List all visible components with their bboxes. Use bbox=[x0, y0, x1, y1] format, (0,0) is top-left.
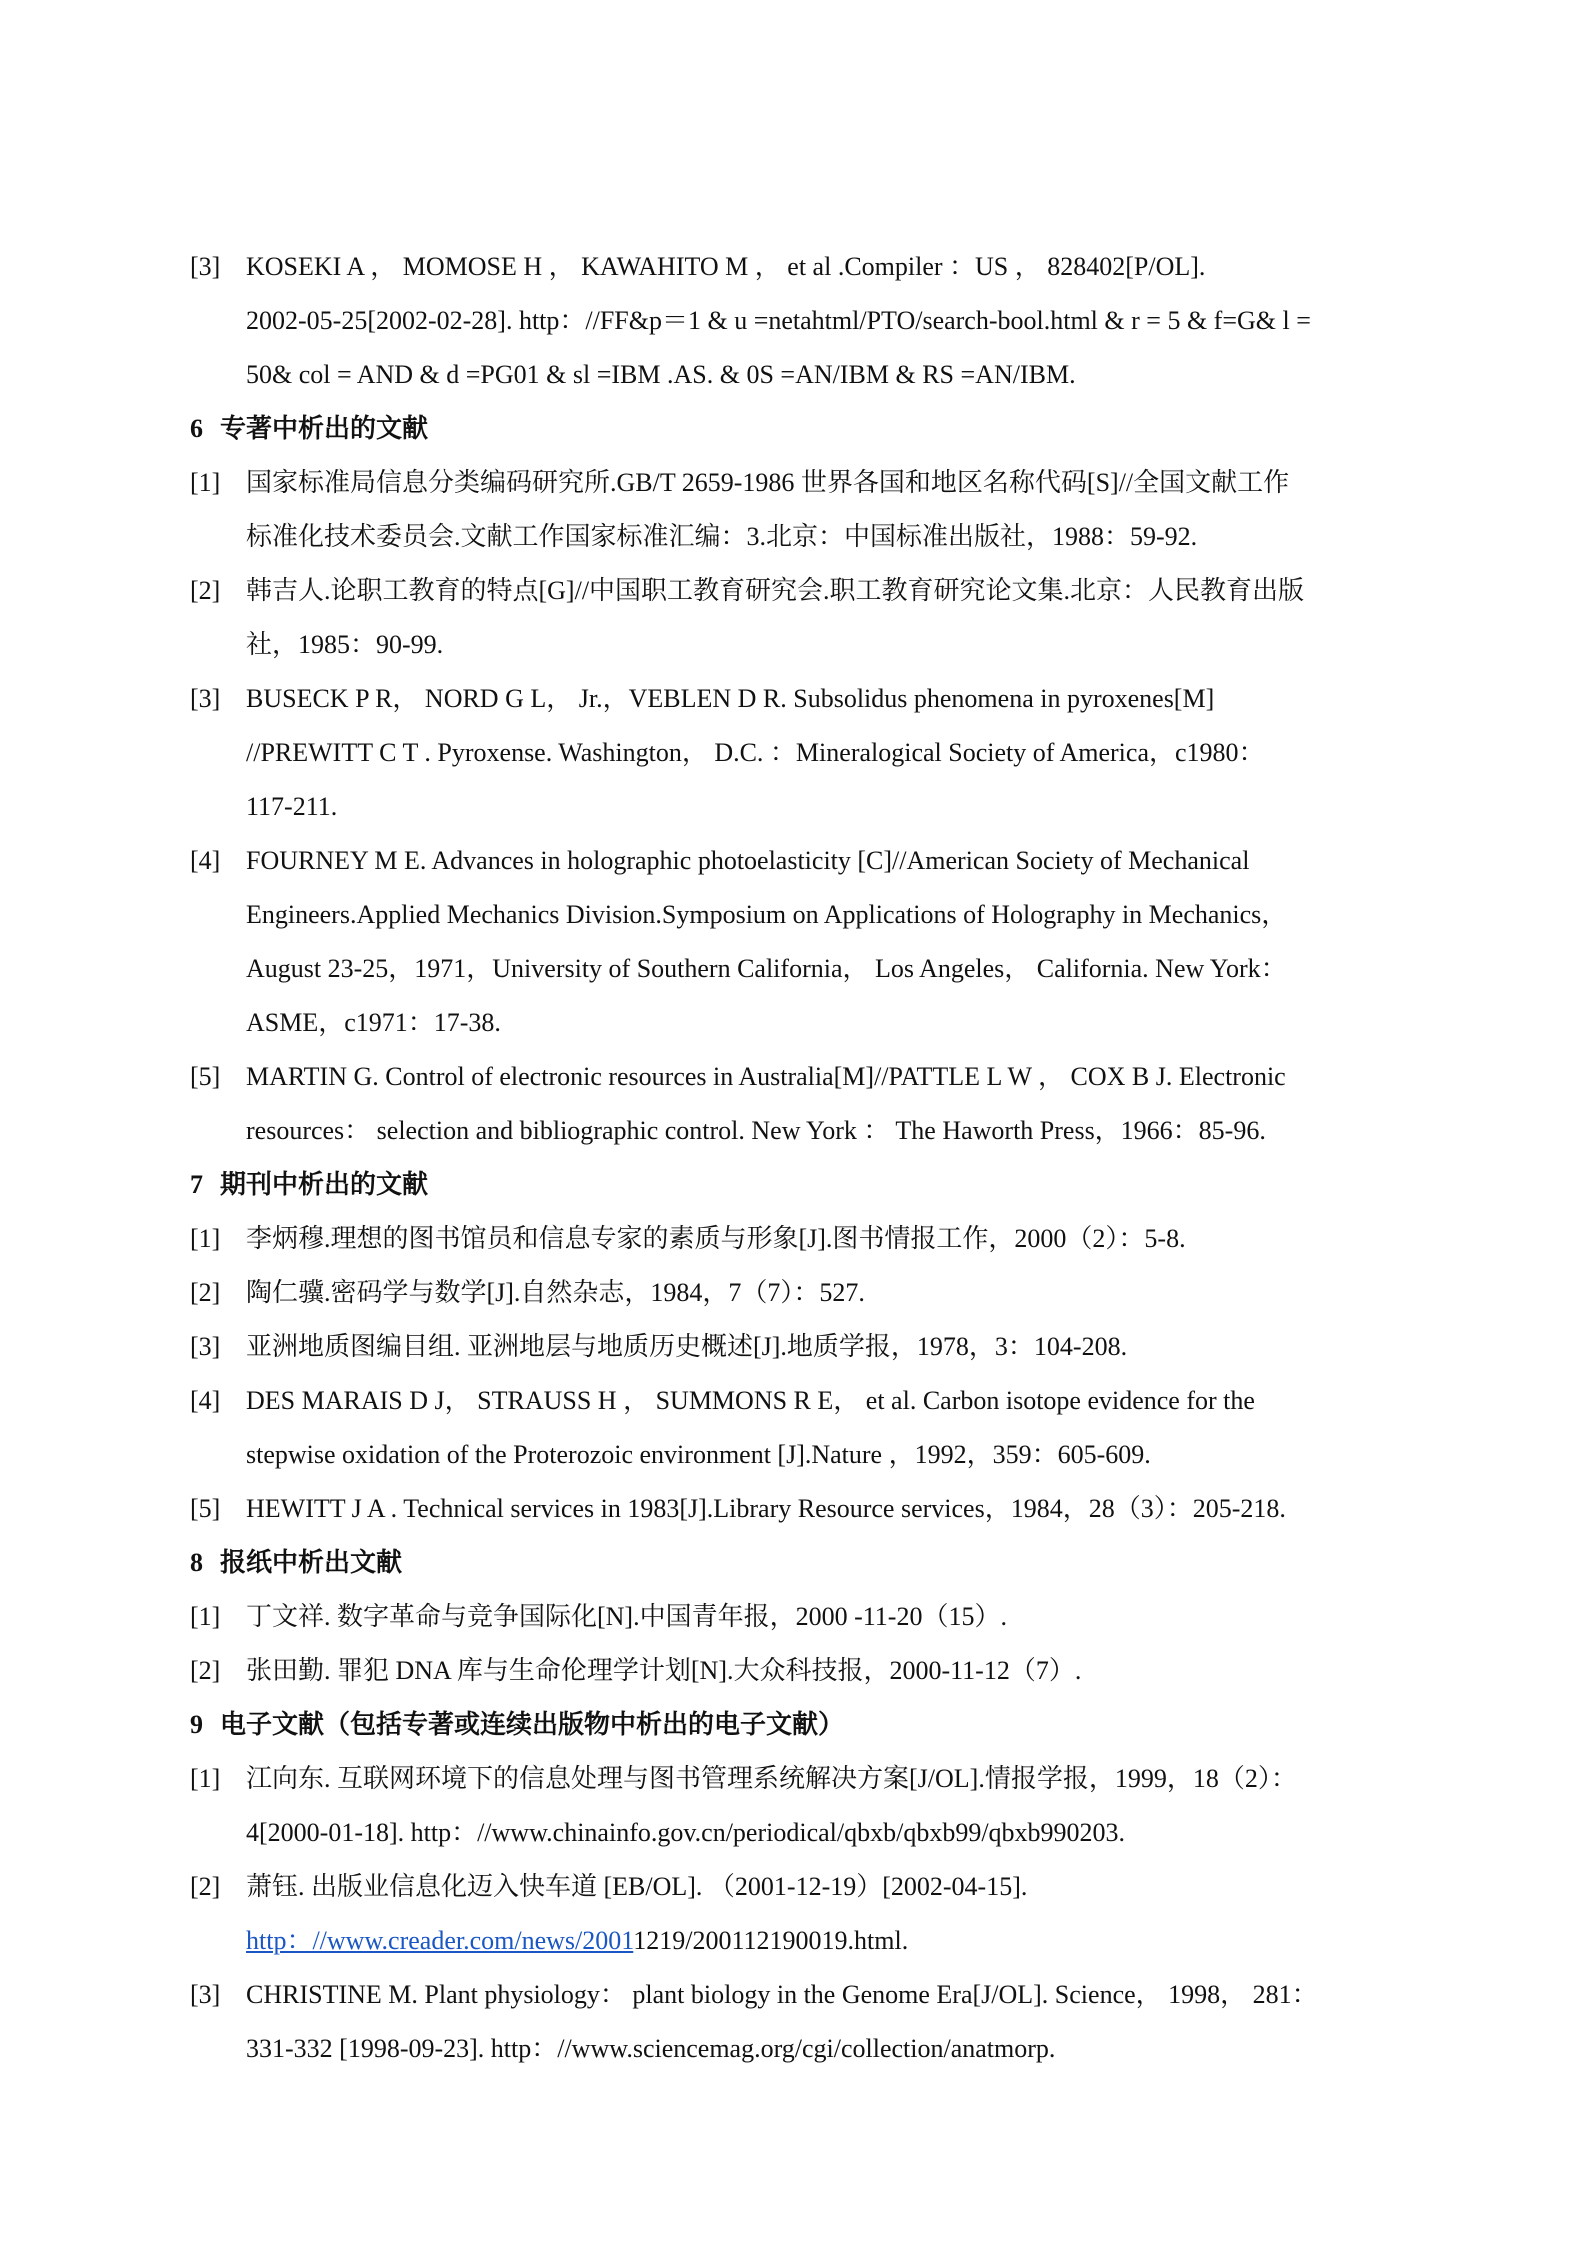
reference-list bbox=[190, 240, 1408, 2076]
reference-text: FOURNEY M E. Advances in holographic photoelasticity [C]//American Society of Mechanical bbox=[246, 846, 1250, 875]
reference-item bbox=[190, 1266, 1408, 1320]
reference-number: [2] bbox=[190, 576, 221, 605]
reference-continuation bbox=[190, 780, 1408, 834]
reference-number: [5] bbox=[190, 1494, 221, 1523]
section-heading bbox=[190, 402, 1408, 456]
reference-item bbox=[190, 1590, 1408, 1644]
reference-text: 陶仁骥.密码学与数学[J].自然杂志，1984，7（7）：527. bbox=[246, 1278, 865, 1307]
reference-number: [3] bbox=[190, 684, 221, 713]
reference-number: [5] bbox=[190, 1062, 221, 1091]
reference-text: stepwise oxidation of the Proterozoic environment [J].Nature ，1992，359：605-609. bbox=[246, 1440, 1151, 1469]
reference-text: MARTIN G. Control of electronic resources in Australia[M]//PATTLE L W ， COX B J. Electronic bbox=[246, 1062, 1286, 1091]
reference-continuation bbox=[190, 348, 1408, 402]
reference-continuation bbox=[190, 618, 1408, 672]
reference-text: 江向东. 互联网环境下的信息处理与图书管理系统解决方案[J/OL].情报学报，1999，18（2）： bbox=[246, 1764, 1297, 1793]
reference-text: 117-211. bbox=[246, 792, 338, 821]
reference-item bbox=[190, 564, 1408, 618]
reference-text: DES MARAIS D J， STRAUSS H ， SUMMONS R E， et al. Carbon isotope evidence for the bbox=[246, 1386, 1255, 1415]
reference-text: 丁文祥. 数字革命与竞争国际化[N].中国青年报，2000 -11-20（15）. bbox=[246, 1602, 1007, 1631]
reference-number: [2] bbox=[190, 1656, 221, 1685]
reference-text: 331-332 [1998-09-23]. http：//www.sciencemag.org/cgi/collection/anatmorp. bbox=[246, 2034, 1056, 2063]
reference-item bbox=[190, 456, 1408, 510]
section-heading bbox=[190, 1698, 1408, 1752]
reference-text: BUSECK P R， NORD G L， Jr.，VEBLEN D R. Subsolidus phenomena in pyroxenes[M] bbox=[246, 684, 1215, 713]
reference-text: 2002-05-25[2002-02-28]. http：//FF&p＝1 & u =netahtml/PTO/search-bool.html & r = 5 & f=G& l = bbox=[246, 306, 1311, 335]
reference-number: [4] bbox=[190, 1386, 221, 1415]
reference-item bbox=[190, 1752, 1408, 1806]
section-title: 电子文献（包括专著或连续出版物中析出的电子文献） bbox=[220, 1710, 845, 1739]
reference-text: resources： selection and bibliographic control. New York ： The Haworth Press，1966：85-96. bbox=[246, 1116, 1266, 1145]
reference-continuation bbox=[190, 510, 1408, 564]
reference-text: 萧钰. 出版业信息化迈入快车道 [EB/OL]. （2001-12-19）[2002-04-15]. bbox=[246, 1872, 1028, 1901]
reference-continuation bbox=[190, 294, 1408, 348]
reference-text: 国家标准局信息分类编码研究所.GB/T 2659-1986 世界各国和地区名称代码[S]//全国文献工作 bbox=[246, 468, 1290, 497]
section-number: 7 bbox=[190, 1170, 203, 1199]
reference-text: //PREWITT C T . Pyroxense. Washington， D.C. ：Mineralogical Society of America，c1980： bbox=[246, 738, 1265, 767]
reference-text: KOSEKI A ， MOMOSE H ， KAWAHITO M ， et al .Compiler ：US ， 828402[P/OL]. bbox=[246, 252, 1206, 281]
reference-continuation bbox=[190, 1104, 1408, 1158]
reference-continuation bbox=[190, 726, 1408, 780]
reference-number: [2] bbox=[190, 1872, 221, 1901]
reference-continuation bbox=[190, 1806, 1408, 1860]
reference-number: [1] bbox=[190, 1764, 221, 1793]
reference-continuation bbox=[190, 1428, 1408, 1482]
reference-text: 韩吉人.论职工教育的特点[G]//中国职工教育研究会.职工教育研究论文集.北京：人民教育出版 bbox=[246, 576, 1305, 605]
reference-continuation bbox=[190, 888, 1408, 942]
section-number: 6 bbox=[190, 414, 203, 443]
reference-number: [3] bbox=[190, 1332, 221, 1361]
reference-number: [2] bbox=[190, 1278, 221, 1307]
section-title: 期刊中析出的文献 bbox=[220, 1170, 429, 1199]
section-heading bbox=[190, 1158, 1408, 1212]
reference-item bbox=[190, 834, 1408, 888]
reference-number: [4] bbox=[190, 846, 221, 875]
reference-item bbox=[190, 1644, 1408, 1698]
reference-text: CHRISTINE M. Plant physiology： plant biology in the Genome Era[J/OL]. Science， 1998， 281： bbox=[246, 1980, 1318, 2009]
reference-item bbox=[190, 1482, 1408, 1536]
reference-text: 50& col = AND & d =PG01 & sl =IBM .AS. & 0S =AN/IBM & RS =AN/IBM. bbox=[246, 360, 1076, 389]
reference-text: 亚洲地质图编目组. 亚洲地层与地质历史概述[J].地质学报，1978，3：104-208. bbox=[246, 1332, 1128, 1361]
section-number: 9 bbox=[190, 1710, 203, 1739]
reference-number: [3] bbox=[190, 1980, 221, 2009]
reference-item bbox=[190, 672, 1408, 726]
reference-item bbox=[190, 1320, 1408, 1374]
reference-text: ASME，c1971：17-38. bbox=[246, 1008, 501, 1037]
reference-item bbox=[190, 1212, 1408, 1266]
reference-link-rest: 1219/200112190019.html. bbox=[633, 1926, 909, 1955]
reference-text bbox=[246, 1914, 1408, 1968]
reference-continuation bbox=[190, 2022, 1408, 2076]
reference-number: [3] bbox=[190, 252, 221, 281]
reference-item bbox=[190, 1968, 1408, 2022]
reference-link[interactable]: http：//www.creader.com/news/2001 bbox=[246, 1926, 634, 1955]
reference-item bbox=[190, 1374, 1408, 1428]
reference-number: [1] bbox=[190, 468, 221, 497]
reference-continuation bbox=[190, 942, 1408, 996]
reference-item bbox=[190, 240, 1408, 294]
reference-text: August 23-25，1971，University of Southern California， Los Angeles， California. New York： bbox=[246, 954, 1287, 983]
reference-text: HEWITT J A . Technical services in 1983[J].Library Resource services，1984，28（3）：205-218. bbox=[246, 1494, 1286, 1523]
section-title: 报纸中析出文献 bbox=[220, 1548, 403, 1577]
section-heading bbox=[190, 1536, 1408, 1590]
section-title: 专著中析出的文献 bbox=[220, 414, 429, 443]
reference-number: [1] bbox=[190, 1224, 221, 1253]
reference-number: [1] bbox=[190, 1602, 221, 1631]
reference-text: 4[2000-01-18]. http：//www.chinainfo.gov.cn/periodical/qbxb/qbxb99/qbxb990203. bbox=[246, 1818, 1126, 1847]
reference-text: 社，1985：90-99. bbox=[246, 630, 444, 659]
reference-text: 李炳穆.理想的图书馆员和信息专家的素质与形象[J].图书情报工作，2000（2）：5-8. bbox=[246, 1224, 1186, 1253]
reference-text: 张田勤. 罪犯 DNA 库与生命伦理学计划[N].大众科技报，2000-11-12（7）. bbox=[246, 1656, 1082, 1685]
section-number: 8 bbox=[190, 1548, 203, 1577]
reference-text: 标准化技术委员会.文献工作国家标准汇编：3.北京：中国标准出版社，1988：59-92. bbox=[246, 522, 1198, 551]
reference-item bbox=[190, 1860, 1408, 1914]
reference-item bbox=[190, 1050, 1408, 1104]
reference-text: Engineers.Applied Mechanics Division.Symposium on Applications of Holography in Mechanics， bbox=[246, 900, 1288, 929]
reference-continuation bbox=[190, 1914, 1408, 1968]
reference-continuation bbox=[190, 996, 1408, 1050]
